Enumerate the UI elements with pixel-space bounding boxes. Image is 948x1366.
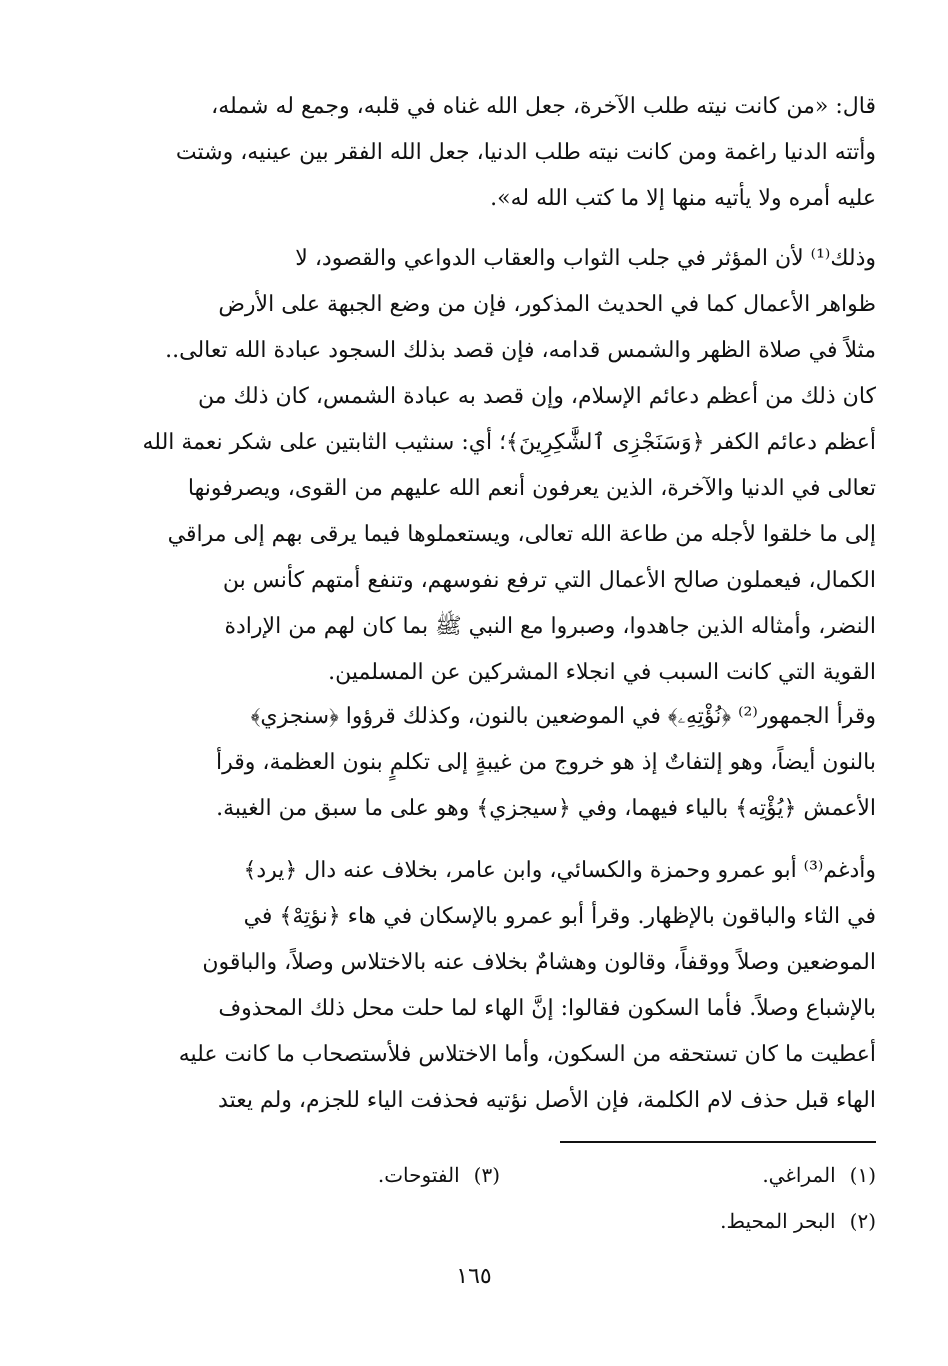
text-line: الكمال، فيعملون صالح الأعمال التي ترفع نفوسهم، وتنفع أمتهم كأنس بن (222, 568, 876, 593)
text-line: النضر، وأمثاله الذين جاهدوا، وصبروا مع النبي ﷺ بما كان لهم من الإرادة (224, 614, 876, 639)
text-line: الهاء قبل حذف لام الكلمة، فإن الأصل نؤتيه فحذفت الياء للجزم، ولم يعتد (218, 1088, 876, 1113)
footnote-number: (١) (849, 1163, 876, 1187)
text-line: مثلاً في صلاة الظهر والشمس قدامه، فإن قصد بذلك السجود عبادة الله تعالى.. (165, 338, 876, 363)
text-line: قال: «من كانت نيته طلب الآخرة، جعل الله غناه في قلبه، وجمع له شمله، (211, 94, 876, 119)
footnote-text: البحر المحيط. (720, 1209, 836, 1233)
paragraph-readings (104, 694, 876, 832)
footnote-text: المراغي. (762, 1163, 836, 1187)
footnote-3 (378, 1163, 500, 1187)
text-line: وذلك⁽¹⁾ لأن المؤثر في جلب الثواب والعقاب الدواعي والقصود، لا (295, 246, 876, 271)
footnote-number: (٣) (473, 1163, 500, 1187)
footnote-1 (762, 1163, 876, 1187)
paragraph-hadith (104, 84, 876, 222)
text-line: كان ذلك من أعظم دعائم الإسلام، وإن قصد به عبادة الشمس، كان ذلك من (197, 384, 876, 409)
text-line: أعطيت ما كان تستحقه من السكون، وأما الاختلاس فلأستصحاب ما كانت عليه (178, 1042, 876, 1067)
text-line: وقرأ الجمهور⁽²⁾ ﴿نُؤْتِهِۦ﴾ في الموضعين بالنون، وكذلك قرؤوا ﴿سنجزي﴾ (250, 704, 876, 729)
text-line: الموضعين وصلاً ووقفاً، وقالون وهشامٌ بخلاف عنه بالاختلاس وصلاً، والباقون (202, 950, 876, 975)
text-line: بالنون أيضاً، وهو إلتفاتٌ إذ هو خروج من غيبةٍ إلى تكلمٍ بنون العظمة، وقرأ (216, 750, 876, 775)
text-line: إلى ما خلقوا لأجله من طاعة الله تعالى، ويستعملوها فيما يرقى بهم إلى مراقي (167, 522, 876, 547)
text-line: عليه أمره ولا يأتيه منها إلا ما كتب الله له». (490, 186, 876, 211)
text-line: ظواهر الأعمال كما في الحديث المذكور، فإن من وضع الجبهة على الأرض (218, 292, 876, 317)
footnote-divider (560, 1141, 876, 1143)
text-line: في الثاء والباقون بالإظهار. وقرأ أبو عمرو بالإسكان في هاء ﴿نؤتِهْ﴾ في (243, 904, 876, 929)
text-line: وأتته الدنيا راغمة ومن كانت نيته طلب الدنيا، جعل الله الفقر بين عينيه، وشتت (175, 140, 876, 165)
text-line: تعالى في الدنيا والآخرة، الذين يعرفون أنعم الله عليهم من القوى، ويصرفونها (187, 476, 876, 501)
text-line: الأعمش ﴿يُؤْتِه﴾ بالياء فيهما، وفي ﴿سيجزي﴾ وهو على ما سبق من الغيبة. (216, 796, 876, 821)
text-line: وأدغم⁽³⁾ أبو عمرو وحمزة والكسائي، وابن عامر، بخلاف عنه دال ﴿يرد﴾ (243, 858, 876, 883)
paragraph-explanation (104, 236, 876, 696)
page-number: ١٦٥ (456, 1264, 492, 1289)
paragraph-idgham (104, 848, 876, 1124)
footnote-number: (٢) (849, 1209, 876, 1233)
footnote-2 (720, 1209, 876, 1233)
text-line: أعظم دعائم الكفر ﴿وَسَنَجْزِى ٱلشَّٰكِرِينَ﴾؛ أي: سنثيب الثابتين على شكر نعمة الله (142, 430, 876, 455)
text-line: بالإشباع وصلاً. فأما السكون فقالوا: إنَّ الهاء لما حلت محل ذلك المحذوف (218, 996, 876, 1021)
footnote-text: الفتوحات. (377, 1163, 460, 1187)
text-line: القوية التي كانت السبب في انجلاء المشركين عن المسلمين. (328, 660, 876, 685)
